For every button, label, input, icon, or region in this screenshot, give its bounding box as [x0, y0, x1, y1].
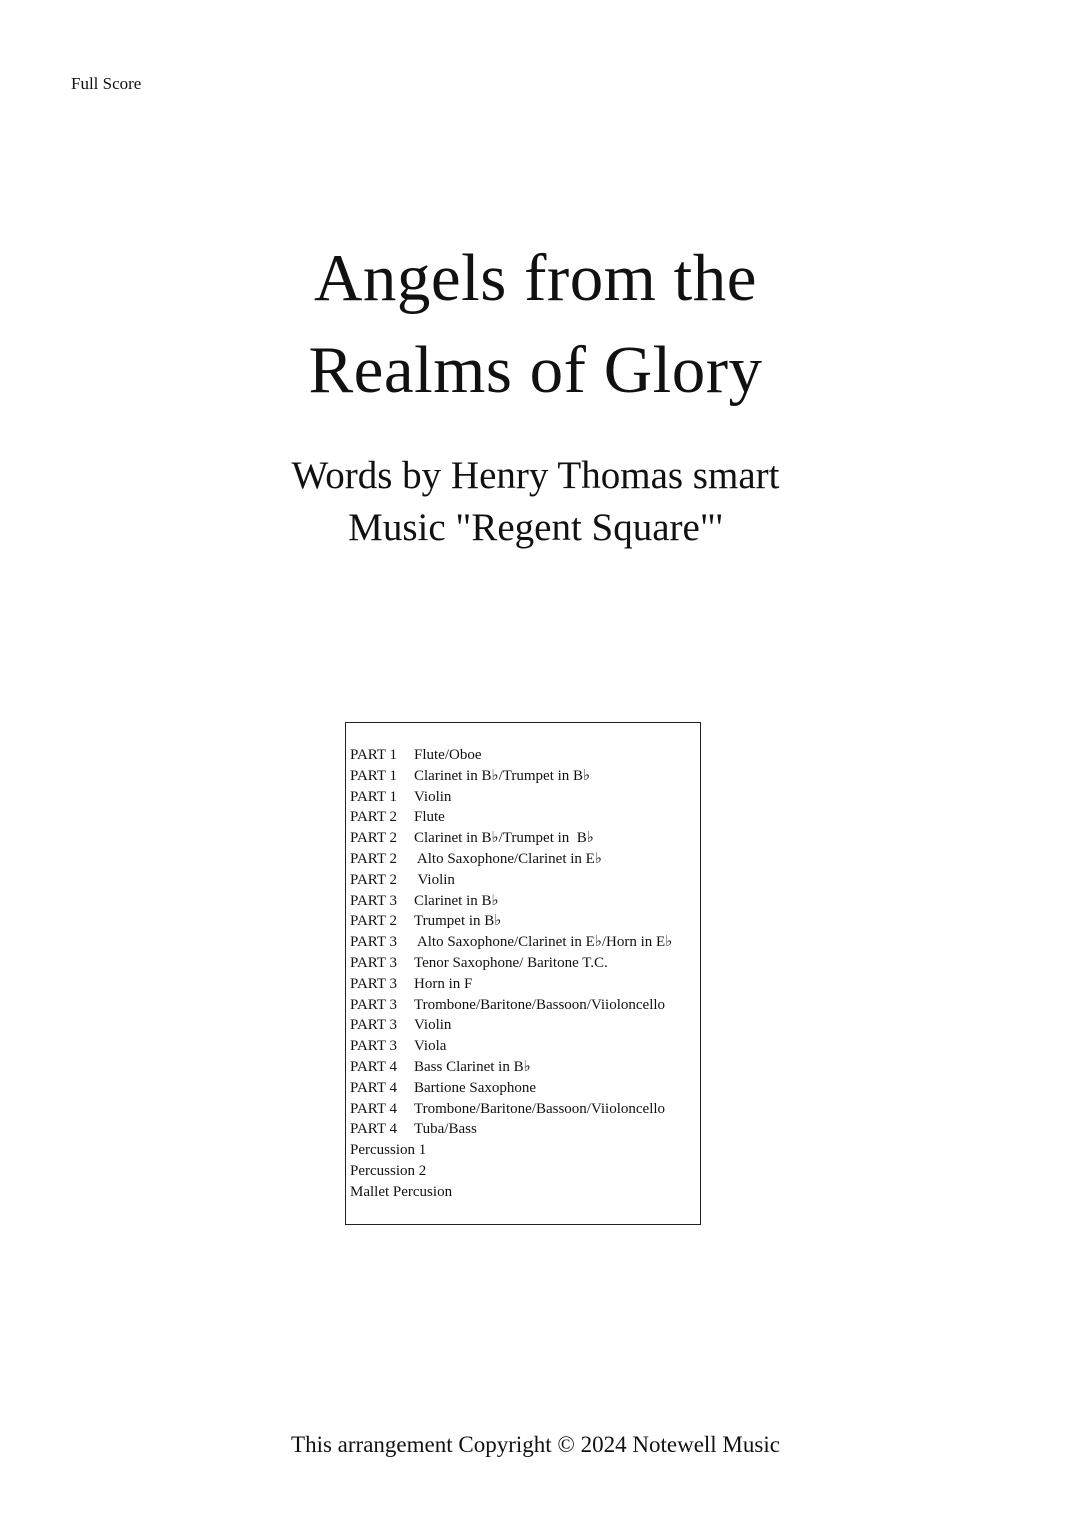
parts-list-item [350, 870, 700, 891]
part-number: PART 3 [350, 934, 398, 951]
part-instrument: Bartione Saxophone [414, 1079, 537, 1096]
parts-list-item [350, 891, 700, 912]
parts-list-item [350, 1099, 700, 1120]
part-instrument: Horn in F [414, 975, 473, 992]
part-instrument: Alto Saxophone/Clarinet in E♭ [414, 850, 602, 867]
parts-list-item [350, 1182, 700, 1203]
part-instrument: Percussion 1 [350, 1142, 427, 1159]
part-instrument: Bass Clarinet in B♭ [414, 1058, 531, 1075]
parts-list-item [350, 932, 700, 953]
part-instrument: Clarinet in B♭/Trumpet in B♭ [414, 830, 594, 847]
title-line-2: Realms of Glory [308, 333, 763, 407]
title-block [0, 232, 1071, 416]
part-number: PART 2 [350, 830, 398, 847]
parts-list-item [350, 766, 700, 787]
part-instrument: Flute [414, 809, 445, 826]
part-instrument: Violin [414, 1017, 452, 1034]
music-credit: Music "Regent Square"' [348, 506, 723, 549]
part-number: PART 3 [350, 1038, 398, 1055]
part-number: PART 3 [350, 954, 398, 971]
part-instrument: Clarinet in B♭ [414, 892, 499, 909]
part-number: PART 3 [350, 1017, 398, 1034]
copyright-footer: This arrangement Copyright © 2024 Notewell Music [291, 1432, 780, 1457]
parts-list-item [350, 807, 700, 828]
part-number: PART 4 [350, 1121, 398, 1138]
part-number: PART 2 [350, 850, 398, 867]
parts-list-item [350, 745, 700, 766]
parts-list-item [350, 995, 700, 1016]
part-instrument: Flute/Oboe [414, 747, 482, 763]
part-instrument: Alto Saxophone/Clarinet in E♭/Horn in E♭ [414, 934, 673, 951]
credits-block [0, 450, 1071, 554]
part-instrument: Tenor Saxophone/ Baritone T.C. [414, 954, 608, 971]
part-number: PART 2 [350, 871, 398, 888]
title-line-1: Angels from the [314, 241, 757, 315]
score-type-label: Full Score [71, 74, 142, 93]
part-instrument: Violin [414, 871, 455, 888]
parts-list-item [350, 911, 700, 932]
parts-list-item [350, 1036, 700, 1057]
parts-list-item [350, 1015, 700, 1036]
part-instrument: Trombone/Baritone/Bassoon/Viioloncello [414, 1100, 666, 1117]
part-number: PART 1 [350, 747, 398, 763]
parts-list-item [350, 849, 700, 870]
parts-list-item [350, 1161, 700, 1182]
part-number: PART 4 [350, 1100, 398, 1117]
words-credit: Words by Henry Thomas smart [291, 454, 780, 497]
part-instrument: Percussion 2 [350, 1162, 427, 1179]
part-number: PART 2 [350, 913, 398, 930]
part-number: PART 3 [350, 892, 398, 909]
part-instrument: Tuba/Bass [414, 1121, 477, 1138]
part-instrument: Mallet Percusion [350, 1183, 453, 1200]
parts-list-item [350, 1078, 700, 1099]
parts-list-box [345, 722, 701, 1225]
part-instrument: Trumpet in B♭ [414, 913, 502, 930]
parts-list-item [350, 1140, 700, 1161]
part-instrument: Viola [414, 1038, 447, 1055]
part-number: PART 4 [350, 1058, 398, 1075]
part-number: PART 4 [350, 1079, 398, 1096]
part-instrument: Clarinet in B♭/Trumpet in B♭ [414, 767, 591, 784]
parts-list-item [350, 1119, 700, 1140]
parts-list-item [350, 974, 700, 995]
part-number: PART 3 [350, 975, 398, 992]
part-instrument: Violin [414, 788, 452, 805]
part-number: PART 1 [350, 788, 398, 805]
parts-list-item [350, 953, 700, 974]
part-number: PART 1 [350, 767, 398, 784]
part-number: PART 2 [350, 809, 398, 826]
parts-list-item [350, 1057, 700, 1078]
part-instrument: Trombone/Baritone/Bassoon/Viioloncello [414, 996, 666, 1013]
parts-list-item [350, 787, 700, 808]
parts-list-item [350, 828, 700, 849]
part-number: PART 3 [350, 996, 398, 1013]
